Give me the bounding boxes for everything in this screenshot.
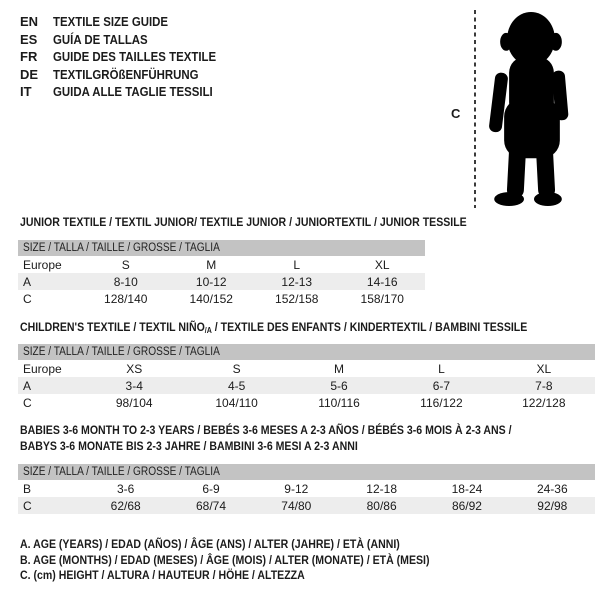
- junior-table-title: JUNIOR TEXTILE / TEXTIL JUNIOR/ TEXTILE JUNIOR / JUNIORTEXTIL / JUNIOR TESSILE: [20, 215, 467, 229]
- language-legend: [20, 13, 238, 101]
- footnote-b: B. AGE (MONTHS) / EDAD (MESES) / ÂGE (MOIS) / ALTER (MONATE) / ETÀ (MESI): [20, 552, 430, 567]
- value-cell: 68/74: [195, 498, 226, 513]
- row-label: C: [23, 395, 32, 410]
- value-cell: 92/98: [537, 498, 568, 513]
- height-measure-label: C: [451, 106, 461, 121]
- value-cell: 6-9: [202, 481, 220, 496]
- size-cell: XL: [536, 361, 552, 376]
- row-label: A: [23, 378, 32, 393]
- value-cell: 74/80: [281, 498, 312, 513]
- lang-code: ES: [20, 31, 38, 47]
- lang-label: GUIDE DES TAILLES TEXTILE: [53, 49, 217, 65]
- row-label: Europe: [23, 257, 62, 272]
- lang-row-it: [20, 83, 238, 101]
- value-cell: 80/86: [366, 498, 397, 513]
- value-cell: 128/140: [104, 291, 148, 306]
- table-row-age: [18, 377, 595, 394]
- size-header-bar: SIZE / TALLA / TAILLE / GRÖSSE / TAGLIA: [18, 464, 595, 480]
- lang-code: DE: [20, 66, 39, 82]
- lang-label: TEXTILGRÖßENFÜHRUNG: [53, 66, 199, 82]
- row-label: A: [23, 274, 32, 289]
- babies-size-table: [18, 464, 595, 514]
- lang-row-es: [20, 31, 238, 49]
- junior-size-table: [18, 240, 425, 307]
- lang-label: GUIDA ALLE TAGLIE TESSILI: [53, 84, 213, 100]
- footnote-a: A. AGE (YEARS) / EDAD (AÑOS) / ÂGE (ANS) / ALTER (JAHRE) / ETÀ (ANNI): [20, 537, 400, 551]
- size-header-bar: SIZE / TALLA / TAILLE / GRÖSSE / TAGLIA: [18, 240, 425, 256]
- table-row-height: [18, 290, 425, 307]
- row-label: C: [23, 291, 32, 306]
- value-cell: 152/158: [275, 291, 319, 306]
- table-row-sizes: [18, 256, 425, 273]
- lang-row-de: [20, 66, 238, 84]
- baby-silhouette: [482, 9, 578, 208]
- value-cell: 110/116: [318, 395, 360, 410]
- size-cell: M: [206, 257, 217, 272]
- size-cell: XS: [126, 361, 143, 376]
- size-cell: S: [121, 257, 130, 272]
- table-row-height: [18, 394, 595, 411]
- value-cell: 86/92: [451, 498, 482, 513]
- value-cell: 116/122: [420, 395, 463, 410]
- value-cell: 6-7: [432, 378, 451, 393]
- children-size-table: [18, 344, 595, 411]
- value-cell: 98/104: [115, 395, 153, 410]
- lang-label: GUÍA DE TALLAS: [53, 31, 148, 47]
- footnotes: [20, 537, 485, 584]
- value-cell: 3-6: [116, 481, 135, 496]
- value-cell: 62/68: [110, 498, 141, 513]
- size-cell: L: [293, 257, 301, 272]
- table-row-age: [18, 273, 425, 290]
- value-cell: 24-36: [536, 481, 568, 496]
- value-cell: 14-16: [366, 274, 398, 289]
- size-cell: XL: [374, 257, 390, 272]
- size-cell: M: [334, 361, 345, 376]
- lang-row-fr: [20, 48, 238, 66]
- value-cell: 158/170: [360, 291, 404, 306]
- lang-row-en: [20, 13, 238, 31]
- row-label: C: [23, 498, 32, 513]
- table-row-age-months: [18, 480, 595, 497]
- lang-code: FR: [20, 49, 38, 65]
- footnote-c: C. (cm) HEIGHT / ALTURA / HAUTEUR / HÖHE / ALTEZZA: [20, 568, 305, 582]
- value-cell: 5-6: [330, 378, 348, 393]
- value-cell: 12-13: [281, 274, 313, 289]
- lang-code: IT: [20, 84, 32, 100]
- value-cell: 104/110: [215, 395, 258, 410]
- size-cell: S: [232, 361, 241, 376]
- children-table-title: CHILDREN'S TEXTILE / TEXTIL NIÑO/A / TEXTILE DES ENFANTS / KINDERTEXTIL / BAMBINI TESSILE: [20, 320, 528, 335]
- height-measure-dashed-line: [474, 10, 476, 208]
- subscript-a: /A: [204, 326, 212, 335]
- size-header-bar: SIZE / TALLA / TAILLE / GRÖSSE / TAGLIA: [18, 344, 595, 360]
- value-cell: 18-24: [451, 481, 483, 496]
- table-row-sizes: [18, 360, 595, 377]
- size-cell: L: [438, 361, 445, 376]
- lang-code: EN: [20, 14, 39, 30]
- row-label: B: [23, 481, 32, 496]
- value-cell: 122/128: [522, 395, 566, 410]
- value-cell: 8-10: [113, 274, 138, 289]
- babies-table-title: BABIES 3-6 MONTH TO 2-3 YEARS / BEBÉS 3-6 MESES A 2-3 AÑOS / BÉBÉS 3-6 MOIS À 2-3 ANS / BABYS 3-6 MONATE BIS 2-3 JAHRE / BAMBINI 3-6 MESI A 2-3 ANNI: [20, 423, 512, 453]
- value-cell: 4-5: [227, 378, 246, 393]
- table-row-height: [18, 497, 595, 514]
- value-cell: 3-4: [125, 378, 143, 393]
- lang-label: TEXTILE SIZE GUIDE: [53, 14, 169, 30]
- value-cell: 12-18: [366, 481, 397, 496]
- row-label: Europe: [23, 361, 62, 376]
- value-cell: 7-8: [535, 378, 553, 393]
- value-cell: 140/152: [189, 291, 233, 306]
- value-cell: 9-12: [284, 481, 309, 496]
- value-cell: 10-12: [195, 274, 227, 289]
